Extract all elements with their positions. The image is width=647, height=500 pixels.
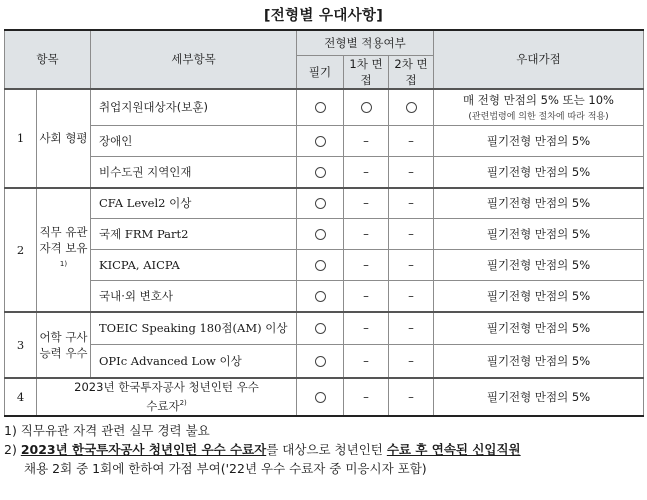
header-item: 항목 [5,30,91,89]
table-row [5,250,644,281]
interview2-mark: – [389,281,434,312]
interview2-mark: – [389,250,434,281]
detail-cell: 비수도권 지역인재 [91,157,297,188]
written-mark [297,89,344,126]
written-mark [297,345,344,378]
interview2-mark: – [389,378,434,416]
benefit-cell: 필기전형 만점의 5% [434,281,644,312]
footnote-ref: 2) [179,399,187,408]
interview2-mark: – [389,188,434,219]
benefit-cell: 필기전형 만점의 5% [434,157,644,188]
header-interview2: 2차 면접 [389,55,434,89]
header-detail: 세부항목 [91,30,297,89]
detail-cell: CFA Level2 이상 [91,188,297,219]
circle-icon [315,229,326,240]
group-number: 4 [5,378,37,416]
table-row [5,219,644,250]
benefit-cell: 필기전형 만점의 5% [434,345,644,378]
table-row [5,157,644,188]
interview2-mark: – [389,157,434,188]
benefit-cell: 필기전형 만점의 5% [434,219,644,250]
interview2-mark: – [389,345,434,378]
table-row [5,312,644,345]
interview1-mark: – [344,378,389,416]
circle-icon [315,198,326,209]
detail-cell: 취업지원대상자(보훈) [91,89,297,126]
preference-table [4,29,644,417]
header-interview1: 1차 면접 [344,55,389,89]
interview1-mark: – [344,188,389,219]
written-mark [297,312,344,345]
interview1-mark: – [344,312,389,345]
footnote-1: 1) 직무유관 자격 관련 실무 경력 불요 [4,423,210,438]
header-applicability: 전형별 적용여부 [297,30,434,55]
written-mark [297,378,344,416]
circle-icon [315,392,326,403]
written-mark [297,250,344,281]
interview1-mark: – [344,157,389,188]
table-row [5,188,644,219]
detail-cell: 장애인 [91,126,297,157]
footnotes [4,421,644,478]
detail-cell: OPIc Advanced Low 이상 [91,345,297,378]
interview1-mark: – [344,250,389,281]
group-number: 3 [5,312,37,378]
circle-icon [361,102,372,113]
table-row [5,345,644,378]
benefit-cell: 매 전형 만점의 5% 또는 10% (관련법령에 의한 절차에 따라 적용) [434,89,644,126]
interview2-mark [389,89,434,126]
group-number: 1 [5,89,37,188]
circle-icon [315,356,326,367]
detail-cell: 국제 FRM Part2 [91,219,297,250]
benefit-cell: 필기전형 만점의 5% [434,378,644,416]
interview1-mark: – [344,345,389,378]
circle-icon [315,102,326,113]
interview1-mark: – [344,281,389,312]
table-row [5,378,644,416]
interview1-mark: – [344,126,389,157]
group-category: 어학 구사 능력 우수 [37,312,91,378]
benefit-cell: 필기전형 만점의 5% [434,312,644,345]
interview2-mark: – [389,219,434,250]
detail-cell: 국내·외 변호사 [91,281,297,312]
circle-icon [315,136,326,147]
interview2-mark: – [389,126,434,157]
benefit-cell: 필기전형 만점의 5% [434,126,644,157]
table-row [5,281,644,312]
group-category: 사회 형평 [37,89,91,188]
interview1-mark: – [344,219,389,250]
detail-cell: TOEIC Speaking 180점(AM) 이상 [91,312,297,345]
footnote-ref: 1) [59,260,68,269]
footnote-2-line2: 채용 2회 중 1회에 한하여 가점 부여('22년 우수 수료자 중 미응시자 포함) [24,461,427,476]
benefit-note: (관련법령에 의한 절차에 따라 적용) [468,112,609,123]
header-benefit: 우대가점 [434,30,644,89]
circle-icon [315,291,326,302]
page-title: [전형별 우대사항] [263,8,384,24]
table-row [5,89,644,126]
written-mark [297,281,344,312]
detail-cell: KICPA, AICPA [91,250,297,281]
written-mark [297,188,344,219]
table-row [5,126,644,157]
group-category: 직무 유관 자격 보유$^{1)}$ [37,188,91,312]
circle-icon [406,102,417,113]
group-category: 2023년 한국투자공사 청년인턴 우수 수료자$^{2)}$ [37,378,297,416]
benefit-cell: 필기전형 만점의 5% [434,188,644,219]
circle-icon [315,167,326,178]
interview1-mark [344,89,389,126]
group-number: 2 [5,188,37,312]
benefit-cell: 필기전형 만점의 5% [434,250,644,281]
written-mark [297,126,344,157]
footnote-2-bold: 2023년 한국투자공사 청년인턴 우수 수료자 [20,442,267,457]
footnote-2: 2) 2023년 한국투자공사 청년인턴 우수 수료자를 대상으로 청년인턴 수료 후 연속된 신입직원 [4,442,521,457]
interview2-mark: – [389,312,434,345]
written-mark [297,219,344,250]
written-mark [297,157,344,188]
footnote-2-underline: 수료 후 연속된 신입직원 [386,442,521,457]
circle-icon [315,260,326,271]
header-written: 필기 [297,55,344,89]
circle-icon [315,323,326,334]
